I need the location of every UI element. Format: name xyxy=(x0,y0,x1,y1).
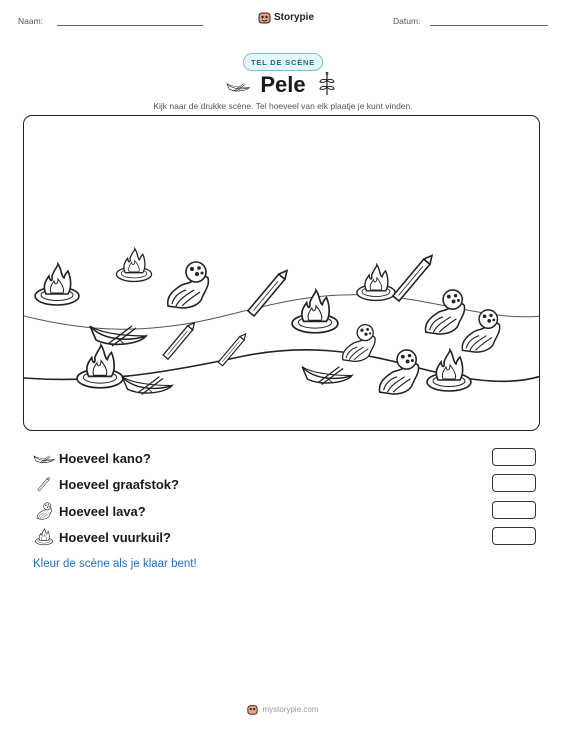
name-label: Naam: xyxy=(18,16,44,26)
question-row xyxy=(33,473,536,495)
digging-stick xyxy=(239,262,299,322)
date-label: Datum: xyxy=(393,16,421,26)
answer-box[interactable] xyxy=(492,474,536,492)
fire-pit xyxy=(114,247,154,284)
question-text: Hoeveel vuurkuil? xyxy=(59,529,171,545)
activity-badge: TEL DE SCÈNE xyxy=(243,53,323,71)
fire-pit xyxy=(424,348,474,394)
question-text: Hoeveel kano? xyxy=(59,450,151,466)
question-text: Hoeveel graafstok? xyxy=(59,476,179,492)
lava xyxy=(457,308,503,354)
name-field[interactable] xyxy=(57,25,203,26)
lava-icon xyxy=(33,502,55,520)
answer-box[interactable] xyxy=(492,448,536,466)
answer-box[interactable] xyxy=(492,501,536,519)
lava xyxy=(162,260,212,310)
canoe xyxy=(300,356,354,388)
question-text: Hoeveel lava? xyxy=(59,503,146,519)
fire-pit xyxy=(32,262,82,308)
canoe-icon xyxy=(33,449,55,467)
brand-logo xyxy=(258,11,314,24)
page-title: Pele xyxy=(260,72,306,97)
canoe xyxy=(120,366,174,398)
brand-name: Storypie xyxy=(274,12,315,23)
digging-stick xyxy=(156,316,204,364)
instructions: Kijk naar de drukke scène. Tel hoeveel van elk plaatje je kunt vinden. xyxy=(153,101,413,111)
date-field[interactable] xyxy=(430,25,548,26)
color-instruction: Kleur de scène als je klaar bent! xyxy=(33,558,197,570)
canoe xyxy=(88,314,148,350)
digging-stick-icon xyxy=(33,475,55,493)
question-row xyxy=(33,526,536,548)
plant-icon xyxy=(318,72,336,96)
storypie-mascot-icon xyxy=(258,11,271,24)
answer-box[interactable] xyxy=(492,527,536,545)
question-row xyxy=(33,447,536,469)
footer-url[interactable]: mystorypie.com xyxy=(262,705,319,714)
counting-scene xyxy=(23,115,540,431)
digging-stick xyxy=(212,328,254,370)
fire-pit xyxy=(74,343,126,391)
lava xyxy=(374,348,422,396)
footer xyxy=(0,704,566,715)
fire-pit-icon xyxy=(33,528,55,546)
storypie-mascot-icon xyxy=(247,704,258,715)
question-row xyxy=(33,500,536,522)
